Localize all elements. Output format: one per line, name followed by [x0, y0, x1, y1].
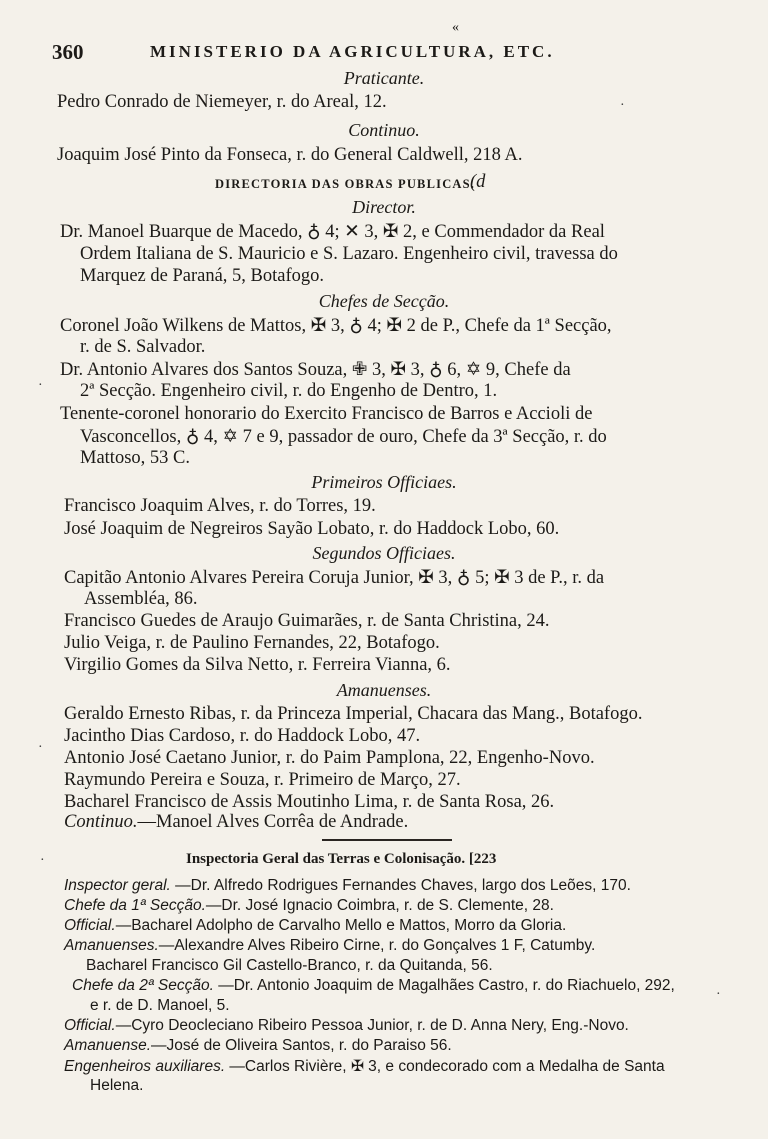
- entry-line: Mattoso, 53 C.: [80, 448, 190, 468]
- scan-speck: ·: [38, 378, 43, 393]
- entry-line: Engenheiros auxiliares. —Carlos Rivière, ✠ 3, e condecorado com a Medalha de Santa: [64, 1058, 665, 1075]
- entry-line: Francisco Joaquim Alves, r. do Torres, 19.: [64, 496, 376, 516]
- entry-line: Virgilio Gomes da Silva Netto, r. Ferreira Vianna, 6.: [64, 655, 451, 675]
- entry-line: Helena.: [90, 1077, 144, 1094]
- entry-line: Joaquim José Pinto da Fonseca, r. do General Caldwell, 218 A.: [57, 145, 523, 165]
- entry-line: Official.—Cyro Deocleciano Ribeiro Pessoa Junior, r. de D. Anna Nery, Eng.-Novo.: [64, 1017, 629, 1034]
- scan-speck: ·: [40, 853, 45, 868]
- entry-line: Bacharel Francisco de Assis Moutinho Lima, r. de Santa Rosa, 26.: [64, 792, 555, 812]
- continuo-text: —Manoel Alves Corrêa de Andrade.: [137, 812, 409, 832]
- scan-speck: ·: [38, 740, 43, 755]
- entry-line: r. de S. Salvador.: [80, 337, 206, 357]
- entry-line: Vasconcellos, ♁ 4, ✡ 7 e 9, passador de ouro, Chefe da 3ª Secção, r. do: [80, 427, 607, 447]
- directoria-title: DIRECTORIA DAS OBRAS PUBLICAS.: [215, 177, 476, 191]
- entry-line: José Joaquim de Negreiros Sayão Lobato, r. do Haddock Lobo, 60.: [64, 519, 560, 539]
- entry-line: Pedro Conrado de Niemeyer, r. do Areal, 12.: [57, 92, 387, 112]
- entry-line-continuo: [64, 812, 408, 833]
- running-header-title: MINISTERIO DA AGRICULTURA, ETC.: [150, 42, 555, 61]
- entry-line: Inspector geral. —Dr. Alfredo Rodrigues Fernandes Chaves, largo dos Leões, 170.: [64, 877, 631, 894]
- entry-line: Official.—Bacharel Adolpho de Carvalho Mello e Mattos, Morro da Gloria.: [64, 917, 567, 934]
- heading-amanuenses: Amanuenses.: [336, 680, 432, 700]
- entry-line: Assembléa, 86.: [84, 589, 198, 609]
- entry-line: e r. de D. Manoel, 5.: [90, 997, 230, 1014]
- scan-speck: ·: [716, 987, 721, 1002]
- heading-praticante: Praticante.: [343, 68, 425, 88]
- entry-line: Geraldo Ernesto Ribas, r. da Princeza Imperial, Chacara das Mang., Botafogo.: [64, 704, 643, 724]
- entry-line: Tenente-coronel honorario do Exercito Francisco de Barros e Accioli de: [60, 404, 593, 424]
- heading-chefes: Chefes de Secção.: [318, 291, 450, 311]
- section-divider: [322, 839, 452, 841]
- entry-line: Julio Veiga, r. de Paulino Fernandes, 22, Botafogo.: [64, 633, 440, 653]
- scan-speck: ·: [620, 98, 625, 113]
- heading-segundos-officiaes: Segundos Officiaes.: [312, 543, 456, 563]
- directoria-note: (d: [470, 172, 486, 192]
- entry-line: Jacintho Dias Cardoso, r. do Haddock Lobo, 47.: [64, 726, 421, 746]
- heading-continuo: Continuo.: [348, 120, 420, 140]
- entry-line: Ordem Italiana de S. Mauricio e S. Lazaro. Engenheiro civil, travessa do: [80, 244, 618, 264]
- entry-line: Antonio José Caetano Junior, r. do Paim Pamplona, 22, Engenho-Novo.: [64, 748, 595, 768]
- entry-line: 2ª Secção. Engenheiro civil, r. do Engenho de Dentro, 1.: [80, 381, 498, 401]
- entry-line: Raymundo Pereira e Souza, r. Primeiro de Março, 27.: [64, 770, 461, 790]
- entry-line: Amanuense.—José de Oliveira Santos, r. do Paraiso 56.: [64, 1037, 452, 1054]
- entry-line: Chefe da 1ª Secção.—Dr. José Ignacio Coimbra, r. de S. Clemente, 28.: [64, 897, 554, 914]
- entry-line: Bacharel Francisco Gil Castello-Branco, r. da Quitanda, 56.: [86, 957, 493, 974]
- inspectoria-title: Inspectoria Geral das Terras e Colonisação. [223: [186, 851, 497, 867]
- corner-mark: «: [452, 20, 459, 35]
- continuo-label: Continuo.: [64, 812, 138, 832]
- entry-line: Francisco Guedes de Araujo Guimarães, r. de Santa Christina, 24.: [64, 611, 550, 631]
- entry-line: Capitão Antonio Alvares Pereira Coruja Junior, ✠ 3, ♁ 5; ✠ 3 de P., r. da: [64, 568, 605, 588]
- entry-line: Dr. Antonio Alvares dos Santos Souza, ✙ 3, ✠ 3, ♁ 6, ✡ 9, Chefe da: [60, 360, 571, 380]
- heading-primeiros-officiaes: Primeiros Officiaes.: [311, 472, 457, 492]
- entry-line: Dr. Manoel Buarque de Macedo, ♁ 4; ✕ 3, ✠ 2, e Commendador da Real: [60, 222, 605, 242]
- entry-line: Marquez de Paraná, 5, Botafogo.: [80, 266, 325, 286]
- entry-line: Coronel João Wilkens de Mattos, ✠ 3, ♁ 4; ✠ 2 de P., Chefe da 1ª Secção,: [60, 316, 612, 336]
- page-number: 360: [52, 40, 84, 64]
- entry-line: Amanuenses.—Alexandre Alves Ribeiro Cirne, r. do Gonçalves 1 F, Catumby.: [64, 937, 596, 954]
- heading-director: Director.: [352, 197, 416, 217]
- entry-line: Chefe da 2ª Secção. —Dr. Antonio Joaquim de Magalhães Castro, r. do Riachuelo, 292,: [72, 977, 675, 994]
